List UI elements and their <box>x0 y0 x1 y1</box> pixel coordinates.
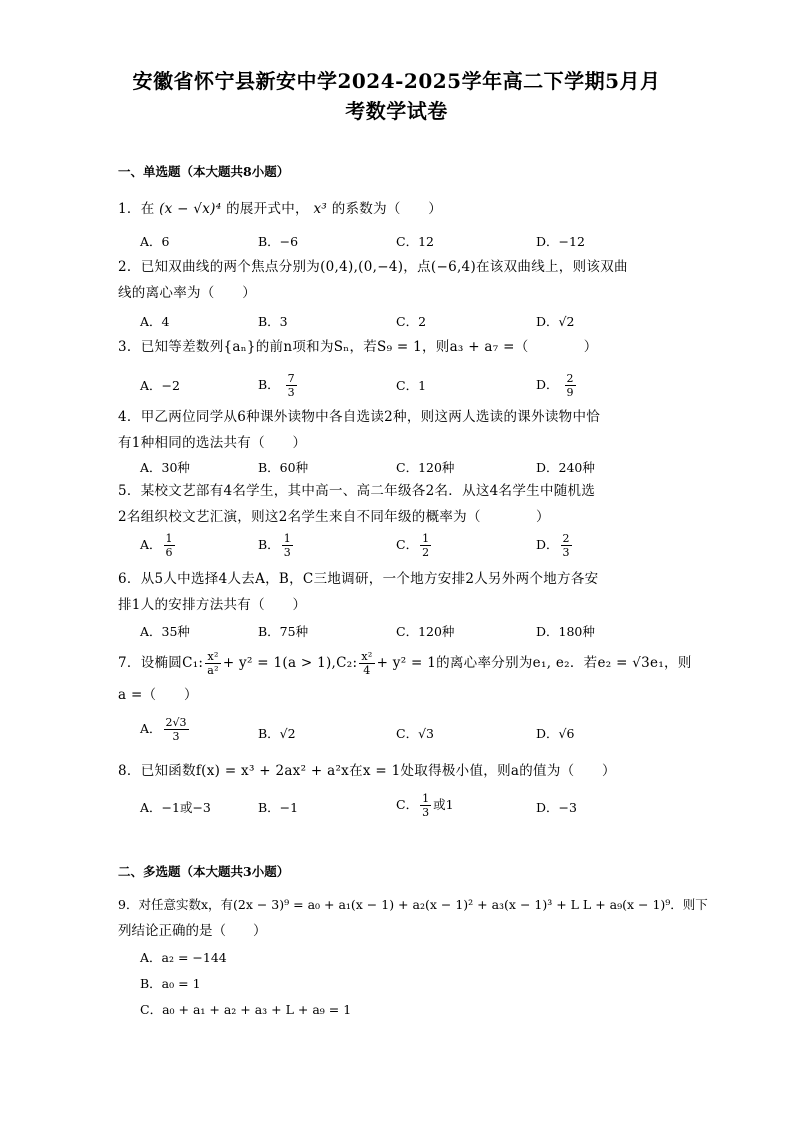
q5-line2: 2名组织校文艺汇演，则这2名学生来自不同年级的概率为（ ） <box>118 509 550 525</box>
q4-option-c[interactable]: C．120种 <box>396 460 455 475</box>
fraction-denominator: 4 <box>363 664 371 677</box>
fraction-numerator: x² <box>205 650 221 664</box>
option-label: B． <box>258 537 280 552</box>
q1-text-d: 的系数为（ ） <box>331 201 443 217</box>
q3-line1: 3．已知等差数列{aₙ}的前n项和为Sₙ，若S₉ = 1，则a₃ + a₇ =（ ） <box>118 339 598 355</box>
q6-line1: 6．从5人中选择4人去A，B，C三地调研，一个地方安排2人另外两个地方各安 <box>118 571 599 587</box>
q7-option-a[interactable] <box>140 716 191 743</box>
q9-option-b[interactable]: B．a₀ = 1 <box>140 976 201 991</box>
q3-options <box>140 372 660 402</box>
q8-option-b[interactable]: B．−1 <box>258 800 299 815</box>
q7-fraction-2 <box>359 650 374 677</box>
exam-title-line1: 安徽省怀宁县新安中学2024-2025学年高二下学期5月月 <box>132 69 661 93</box>
fraction-denominator: 3 <box>562 546 570 559</box>
q1-option-d[interactable]: D．−12 <box>536 234 585 249</box>
q7-option-d[interactable]: D．√6 <box>536 726 575 741</box>
question-9 <box>118 892 708 944</box>
q5-option-c-fraction <box>420 532 431 559</box>
option-label: C． <box>396 797 419 812</box>
q4-option-d[interactable]: D．240种 <box>536 460 595 475</box>
question-5 <box>118 478 678 530</box>
q6-options <box>140 622 660 642</box>
q8-option-c-fraction <box>420 792 431 819</box>
q6-option-a[interactable]: A．35种 <box>140 624 190 639</box>
fraction-numerator: 2 <box>562 532 570 545</box>
question-3 <box>118 334 678 360</box>
q7-line2: a =（ ） <box>118 687 198 703</box>
q8-line1: 8．已知函数f(x) = x³ + 2ax² + a²x在x = 1处取得极小值，则a的值为（ ） <box>118 763 616 779</box>
fraction-denominator: 3 <box>283 546 291 559</box>
question-4 <box>118 404 678 456</box>
fraction-numerator: 2 <box>566 372 574 385</box>
q9-option-a[interactable]: A．a₂ = −144 <box>140 950 227 965</box>
q7-text-a: 7．设椭圆C₁: <box>118 655 204 671</box>
q1-term: x³ <box>313 201 328 217</box>
section-single-choice: 一、单选题（本大题共8小题） <box>118 164 290 179</box>
q5-option-c[interactable] <box>396 532 433 559</box>
q2-options <box>140 312 660 332</box>
fraction-numerator: 7 <box>287 372 295 385</box>
question-7 <box>118 650 698 708</box>
q3-option-b-label: B． <box>258 377 280 392</box>
fraction-numerator: 1 <box>165 532 173 545</box>
q8-option-d[interactable]: D．−3 <box>536 800 577 815</box>
fraction-denominator: 3 <box>287 386 295 399</box>
q7-option-c[interactable]: C．√3 <box>396 726 434 741</box>
question-1 <box>118 196 678 222</box>
q3-option-c[interactable]: C．1 <box>396 378 427 393</box>
fraction-denominator: 9 <box>566 386 574 399</box>
q4-line2: 有1种相同的选法共有（ ） <box>118 435 307 451</box>
q2-line1: 2．已知双曲线的两个焦点分别为(0,4),(0,−4)，点(−6,4)在该双曲线上，则该双曲 <box>118 259 628 275</box>
q6-option-b[interactable]: B．75种 <box>258 624 309 639</box>
q7-text-c: + y² = 1的离心率分别为e₁, e₂．若e₂ = √3e₁，则 <box>376 655 692 671</box>
q5-option-b-fraction <box>282 532 293 559</box>
q3-option-b-fraction <box>286 372 297 399</box>
q9-option-c[interactable]: C．a₀ + a₁ + a₂ + a₃ + L + a₉ = 1 <box>140 1002 352 1017</box>
section-multi-choice: 二、多选题（本大题共3小题） <box>118 864 290 879</box>
option-tail: 或1 <box>433 797 454 812</box>
q3-option-b[interactable] <box>258 372 299 399</box>
q2-option-b[interactable]: B．3 <box>258 314 288 329</box>
question-8 <box>118 758 718 784</box>
fraction-numerator: 2√3 <box>165 716 187 729</box>
q5-line1: 5．某校文艺部有4名学生，其中高一、高二年级各2名．从这4名学生中随机选 <box>118 483 596 499</box>
q5-option-d[interactable] <box>536 532 574 559</box>
q3-option-d-fraction <box>565 372 576 399</box>
q4-option-b[interactable]: B．60种 <box>258 460 309 475</box>
q2-option-a[interactable]: A．4 <box>140 314 170 329</box>
q4-line1: 4．甲乙两位同学从6种课外读物中各自选读2种，则这两人选读的课外读物中恰 <box>118 409 601 425</box>
option-label: C． <box>396 537 419 552</box>
q1-option-c[interactable]: C．12 <box>396 234 434 249</box>
option-label: A． <box>140 537 162 552</box>
q6-option-c[interactable]: C．120种 <box>396 624 455 639</box>
q8-option-a[interactable]: A．−1或−3 <box>140 800 211 815</box>
fraction-denominator: 6 <box>165 546 173 559</box>
q1-option-a[interactable]: A．6 <box>140 234 170 249</box>
fraction-numerator: 1 <box>283 532 291 545</box>
q5-option-a[interactable] <box>140 532 177 559</box>
q4-option-a[interactable]: A．30种 <box>140 460 190 475</box>
q7-fraction-1 <box>205 650 221 677</box>
q5-option-b[interactable] <box>258 532 295 559</box>
q2-option-c[interactable]: C．2 <box>396 314 427 329</box>
question-6 <box>118 566 678 618</box>
q7-text-b: + y² = 1(a > 1),C₂: <box>222 655 358 671</box>
fraction-denominator: 3 <box>172 730 180 743</box>
q1-text-b: 的展开式中， <box>226 201 309 217</box>
q8-options <box>140 792 660 826</box>
question-2 <box>118 254 678 306</box>
q4-options <box>140 458 660 478</box>
q2-option-d[interactable]: D．√2 <box>536 314 575 329</box>
q9-line1: 9．对任意实数x，有(2x − 3)⁹ = a₀ + a₁(x − 1) + a₂(x − 1)² + a₃(x − 1)³ + L L + a₉(x − 1)⁹．则下 <box>118 897 708 912</box>
q6-line2: 排1人的安排方法共有（ ） <box>118 597 307 613</box>
q9-line2: 列结论正确的是（ ） <box>118 923 267 939</box>
q5-option-a-fraction <box>164 532 175 559</box>
q6-option-d[interactable]: D．180种 <box>536 624 595 639</box>
exam-title-line2: 考数学试卷 <box>345 99 448 123</box>
fraction-numerator: 1 <box>422 792 430 805</box>
fraction-denominator: a² <box>207 664 219 677</box>
q1-option-b[interactable]: B．−6 <box>258 234 299 249</box>
option-label: D． <box>536 537 559 552</box>
q3-option-d-label: D． <box>536 377 559 392</box>
q7-option-a-fraction <box>164 716 189 743</box>
fraction-denominator: 3 <box>422 806 430 819</box>
fraction-denominator: 2 <box>422 546 430 559</box>
q3-option-d[interactable] <box>536 372 578 399</box>
q1-text-a: 1．在 <box>118 201 155 217</box>
fraction-numerator: x² <box>361 650 373 663</box>
fraction-numerator: 1 <box>422 532 430 545</box>
q8-option-c[interactable] <box>396 792 454 819</box>
q5-options <box>140 532 660 566</box>
q3-option-a[interactable]: A．−2 <box>140 378 180 393</box>
q7-options <box>140 716 660 750</box>
q1-options <box>140 232 660 252</box>
option-label: A． <box>140 721 162 736</box>
q5-option-d-fraction <box>561 532 572 559</box>
q1-expression: (x − √x)⁴ <box>159 201 222 217</box>
q7-option-b[interactable]: B．√2 <box>258 726 296 741</box>
q2-line2: 线的离心率为（ ） <box>118 285 256 301</box>
